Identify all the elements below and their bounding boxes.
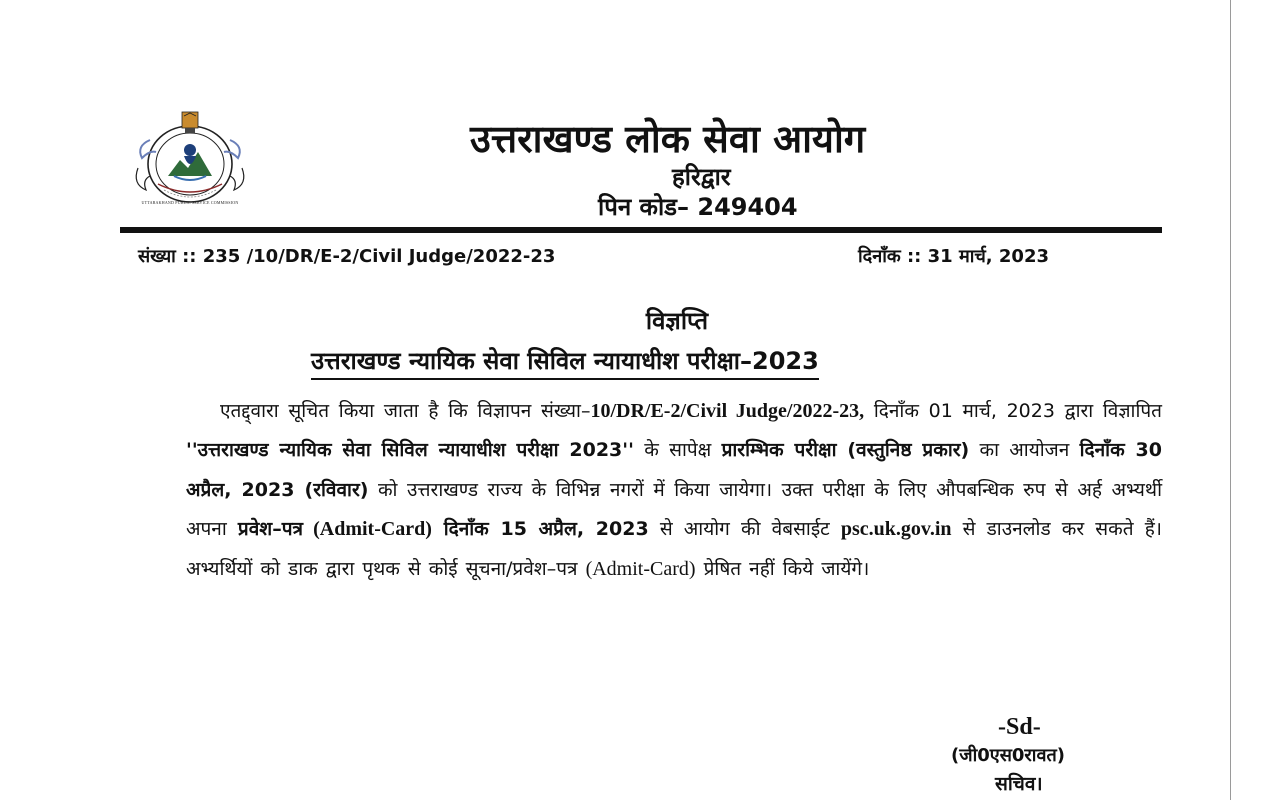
admit-card-english: (Admit-Card) bbox=[585, 557, 696, 580]
reference-date: दिनाँक :: 31 मार्च, 2023 bbox=[858, 246, 1049, 267]
body-text: के सापेक्ष bbox=[633, 439, 722, 462]
website-link[interactable]: psc.uk.gov.in bbox=[840, 518, 952, 541]
notice-heading: विज्ञप्ति bbox=[645, 307, 709, 335]
header-divider bbox=[120, 227, 1162, 233]
signature-mark: -Sd- bbox=[998, 714, 1041, 740]
signatory-name: (जी0एस0रावत) bbox=[951, 745, 1065, 766]
exam-name: ''उत्तराखण्ड न्यायिक सेवा सिविल न्यायाधीश परीक्षा 2023'' bbox=[186, 439, 634, 462]
page-edge-line bbox=[1230, 0, 1231, 800]
exam-type: प्रारम्भिक परीक्षा (वस्तुनिष्ठ प्रकार) bbox=[721, 439, 970, 462]
admit-card-date: दिनाँक 15 अप्रैल, 2023 bbox=[431, 518, 649, 541]
organization-pin-code: पिन कोड– 249404 bbox=[598, 193, 798, 221]
advertisement-number: 10/DR/E-2/Civil Judge/2022-23, bbox=[590, 400, 865, 422]
body-text: को उत्तराखण्ड राज्य के विभिन्न नगरों में किया जायेगा। उक्त परीक्षा के लिए औपबन्धिक रुप से अर्ह अभ्यर्थी अपना bbox=[186, 478, 1162, 541]
admit-card-english: (Admit-Card) bbox=[303, 518, 432, 541]
commission-emblem-icon bbox=[128, 106, 252, 212]
body-text: से डाउनलोड कर सकते हैं। अभ्यर्थियों को डाक द्वारा पृथक से कोई सूचना/प्रवेश–पत्र bbox=[186, 518, 1162, 580]
organization-city: हरिद्वार bbox=[672, 163, 731, 191]
notice-title: उत्तराखण्ड न्यायिक सेवा सिविल न्यायाधीश परीक्षा–2023 bbox=[311, 344, 819, 380]
emblem-caption: UTTARAKHAND PUBLIC SERVICE COMMISSION bbox=[141, 200, 239, 205]
body-text: दिनाँक 01 मार्च, 2023 द्वारा विज्ञापित bbox=[864, 400, 1163, 422]
body-text: से आयोग की वेबसाईट bbox=[648, 518, 841, 541]
organization-name: उत्तराखण्ड लोक सेवा आयोग bbox=[470, 117, 866, 161]
admit-card-label: प्रवेश–पत्र bbox=[237, 518, 303, 541]
body-text: एतद्द्वारा सूचित किया जाता है कि विज्ञापन संख्या– bbox=[220, 400, 591, 422]
body-text: का आयोजन bbox=[969, 439, 1080, 462]
signatory-designation: सचिव। bbox=[995, 773, 1043, 795]
exam-date: दिनाँक 30 अप्रैल, 2023 (रविवार) bbox=[186, 439, 1162, 501]
reference-number: संख्या :: 235 /10/DR/E-2/Civil Judge/2022-23 bbox=[138, 246, 556, 267]
body-text: प्रेषित नहीं किये जायेंगे। bbox=[695, 557, 870, 580]
notice-body bbox=[186, 392, 1162, 589]
